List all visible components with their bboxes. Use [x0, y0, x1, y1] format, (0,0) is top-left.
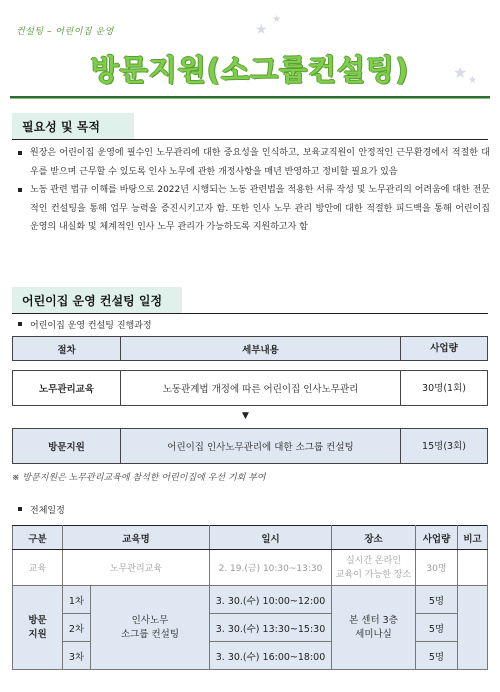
table-row	[13, 614, 488, 642]
section-divider	[12, 313, 488, 314]
flow-header-detail: 세부내용	[121, 337, 401, 360]
place-line: 본 센터 3층	[349, 614, 398, 626]
cell-round: 2차	[63, 614, 91, 642]
schedule-label: 전체일정	[14, 503, 65, 516]
flow-row	[12, 370, 488, 406]
cell-course: 노무관리교육	[63, 550, 210, 586]
flow-step: 노무관리교육	[13, 371, 121, 405]
table-row	[13, 586, 488, 614]
cell-datetime: 3. 30.(수) 10:00~12:00	[210, 586, 332, 614]
purpose-list	[14, 144, 490, 237]
cell-datetime: 3. 30.(수) 13:30~15:30	[210, 614, 332, 642]
down-arrow-icon: ▼	[242, 411, 249, 421]
cell-round: 3차	[63, 642, 91, 670]
flow-row	[12, 428, 488, 464]
flow-detail: 어린이집 인사노무관리에 대한 소그룹 컨설팅	[121, 429, 401, 463]
flow-table-header	[12, 336, 488, 361]
cell-remark	[458, 550, 488, 586]
flow-qty-count: 15명	[422, 440, 444, 452]
schedule-table	[12, 525, 488, 670]
course-line: 인사노무	[131, 614, 169, 626]
flow-qty	[401, 429, 487, 463]
cell-type	[13, 586, 63, 670]
cell-course	[91, 586, 210, 670]
process-label: 어린이집 운영 컨설팅 진행과정	[14, 318, 152, 331]
col-header-place: 장소	[332, 526, 416, 550]
page-header	[0, 0, 500, 100]
section-heading-purpose: 필요성 및 목적	[12, 113, 134, 139]
place-line: 세미나실	[355, 628, 392, 640]
course-line: 소그룹 컨설팅	[120, 628, 180, 640]
title-divider	[10, 96, 490, 99]
col-header-course: 교육명	[63, 526, 210, 550]
flow-detail: 노동관계법 개정에 따른 어린이집 인사노무관리	[121, 371, 401, 405]
flow-qty-count: 30명	[422, 382, 444, 394]
cell-type: 교육	[13, 550, 63, 586]
flow-qty	[401, 371, 487, 405]
flow-header-step: 절차	[13, 337, 121, 360]
cell-qty: 30명	[416, 550, 458, 586]
cell-datetime: 2. 19.(금) 10:30~13:30	[210, 550, 332, 586]
page-title: 방문지원(소그룹컨설팅)	[90, 53, 410, 87]
list-item: 노동 관련 법규 이해를 바탕으로 2022년 시행되는 노동 관련법을 적용한 서류 작성 및 노무관리의 어려움에 대한 전문적인 컨설팅을 통해 업무 능력을 증진시키고자 함. 또한 인사 노무 관리 방안에 대한 적절한 피드백을 통해 어린이집 운영의 내실화 및 체계적인 인사 노무 관리가 가능하도록 지원하고자 함	[14, 181, 490, 237]
col-header-remark: 비고	[458, 526, 488, 550]
cell-qty: 5명	[416, 614, 458, 642]
star-decoration-icon: ★	[453, 63, 468, 82]
cell-round: 1차	[63, 586, 91, 614]
section-heading-schedule: 어린이집 운영 컨설팅 일정	[12, 287, 182, 313]
star-decoration-icon: ★	[468, 75, 477, 86]
cell-place	[332, 550, 416, 586]
col-header-datetime: 일시	[210, 526, 332, 550]
cell-qty: 5명	[416, 642, 458, 670]
flow-header-qty: 사업량	[430, 343, 458, 354]
type-line: 지원	[28, 628, 47, 640]
cell-place	[332, 586, 416, 670]
star-decoration-icon: ★	[255, 22, 268, 38]
cell-qty: 5명	[416, 586, 458, 614]
place-line: 교육이 가능한 장소	[335, 569, 412, 580]
table-row	[13, 642, 488, 670]
cell-remark	[458, 586, 488, 670]
list-item: 원장은 어린이집 운영에 필수인 노무관리에 대한 중요성을 인식하고, 보육교직원이 안정적인 근무환경에서 적절한 대우를 받으며 근무할 수 있도록 인사 노무에 관한 개정사항을 매년 반영하고 정비할 필요가 있음	[14, 144, 490, 181]
flow-qty-sessions: (1회)	[443, 382, 466, 394]
place-line: 실시간 온라인	[345, 555, 402, 566]
priority-note: ※ 방문지원은 노무관리교육에 참석한 어린이집에 우선 기회 부여	[12, 473, 266, 483]
flow-qty-sessions: (3회)	[443, 440, 466, 452]
star-decoration-icon: ★	[272, 14, 281, 25]
section-divider	[12, 139, 488, 140]
flow-step: 방문지원	[13, 429, 121, 463]
table-row	[13, 550, 488, 586]
table-header-row	[13, 526, 488, 550]
type-line: 방문	[28, 614, 47, 626]
col-header-qty: 사업량	[416, 526, 458, 550]
cell-datetime: 3. 30.(수) 16:00~18:00	[210, 642, 332, 670]
col-header-type: 구분	[13, 526, 63, 550]
category-label: 컨설팅 – 어린이집 운영	[16, 27, 114, 37]
